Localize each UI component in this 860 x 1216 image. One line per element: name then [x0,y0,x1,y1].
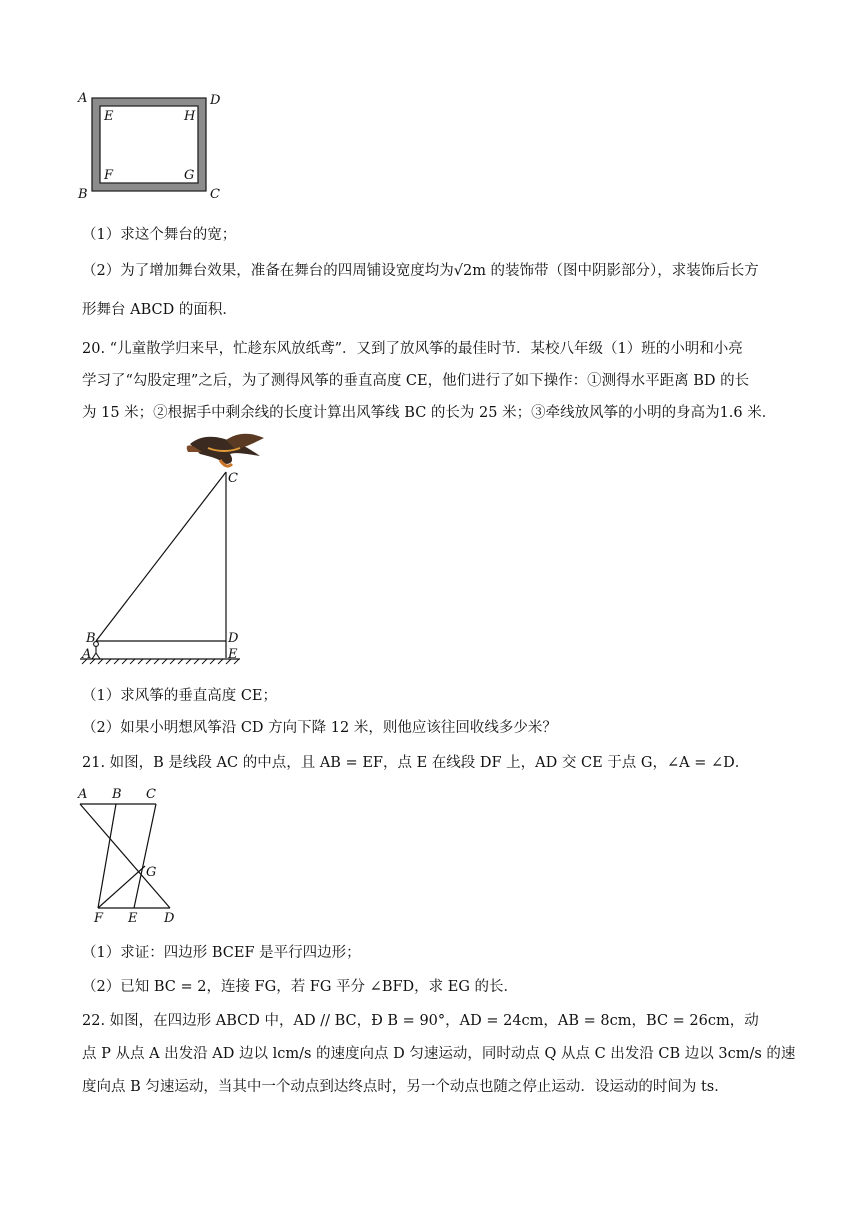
segment-CE [134,804,156,908]
kite-string-BC [96,472,226,641]
q21-part1: （1）求证：四边形 BCEF 是平行四边形； [82,945,361,961]
label-E: E [228,647,238,662]
label-D: D [228,631,239,646]
kite-figure [70,430,270,670]
q22-line1: 22. 如图，在四边形 ABCD 中，AD // BC，Ð B = 90°，AD = 24cm，AB = 8cm，BC = 26cm，动 [82,1013,759,1029]
q20-line3: 为 15 米；②根据手中剩余线的长度计算出风筝线 BC 的长为 25 米；③牵线放风筝的小明的身高为1.6 米． [82,405,777,421]
q20-part2: （2）如果小明想风筝沿 CD 方向下降 12 米，则他应该往回收线多少米？ [82,720,557,736]
label-G: G [146,865,157,880]
label-C: C [228,471,238,486]
q19-part2-line1: （2）为了增加舞台效果，准备在舞台的四周铺设宽度均为√2m 的装饰带（图中阴影部分），求装饰后长方 [82,263,759,279]
q22-line2: 点 P 从点 A 出发沿 AD 边以 lcm/s 的速度向点 D 匀速运动，同时动点 Q 从点 C 出发沿 CB 边以 3cm/s 的速 [82,1046,796,1062]
label-A: A [82,647,92,662]
label-A: A [78,91,88,106]
q21-part2: （2）已知 BC = 2，连接 FG，若 FG 平分 ∠BFD，求 EG 的长． [82,979,519,995]
segment-BF [98,804,116,908]
label-C: C [210,187,220,202]
label-G: G [184,168,195,183]
q19-part1: （1）求这个舞台的宽； [82,227,237,243]
q20-line2: 学习了“勾股定理”之后，为了测得风筝的垂直高度 CE，他们进行了如下操作：①测得水平距离 BD 的长 [82,373,750,389]
segment-AD [80,804,170,908]
ground-hatch [82,659,239,664]
stage-figure [72,88,232,204]
label-B: B [86,631,96,646]
label-D: D [164,911,175,924]
q20-line1: 20. “儿童散学归来早，忙趁东风放纸鸢”．又到了放风筝的最佳时节．某校八年级（1）班的小明和小亮 [82,341,743,357]
q21-line1: 21. 如图，B 是线段 AC 的中点，且 AB = EF，点 E 在线段 DF 上，AD 交 CE 于点 G，∠A = ∠D． [82,755,750,771]
q19-part2-line2: 形舞台 ABCD 的面积． [82,302,237,318]
label-E: E [128,911,138,924]
q22-line3: 度向点 B 匀速运动，当其中一个动点到达终点时，另一个动点也随之停止运动．设运动的时间为 ts． [82,1079,729,1095]
label-F: F [94,911,104,924]
label-C: C [146,787,156,802]
label-F: F [104,168,114,183]
label-H: H [184,109,196,124]
label-B: B [78,187,88,202]
kite-bird-icon [187,434,264,466]
label-B: B [112,787,122,802]
parallelogram-figure [70,784,190,924]
q20-part1: （1）求风筝的垂直高度 CE； [82,688,278,704]
label-E: E [104,109,114,124]
label-A: A [78,787,88,802]
label-D: D [210,93,221,108]
